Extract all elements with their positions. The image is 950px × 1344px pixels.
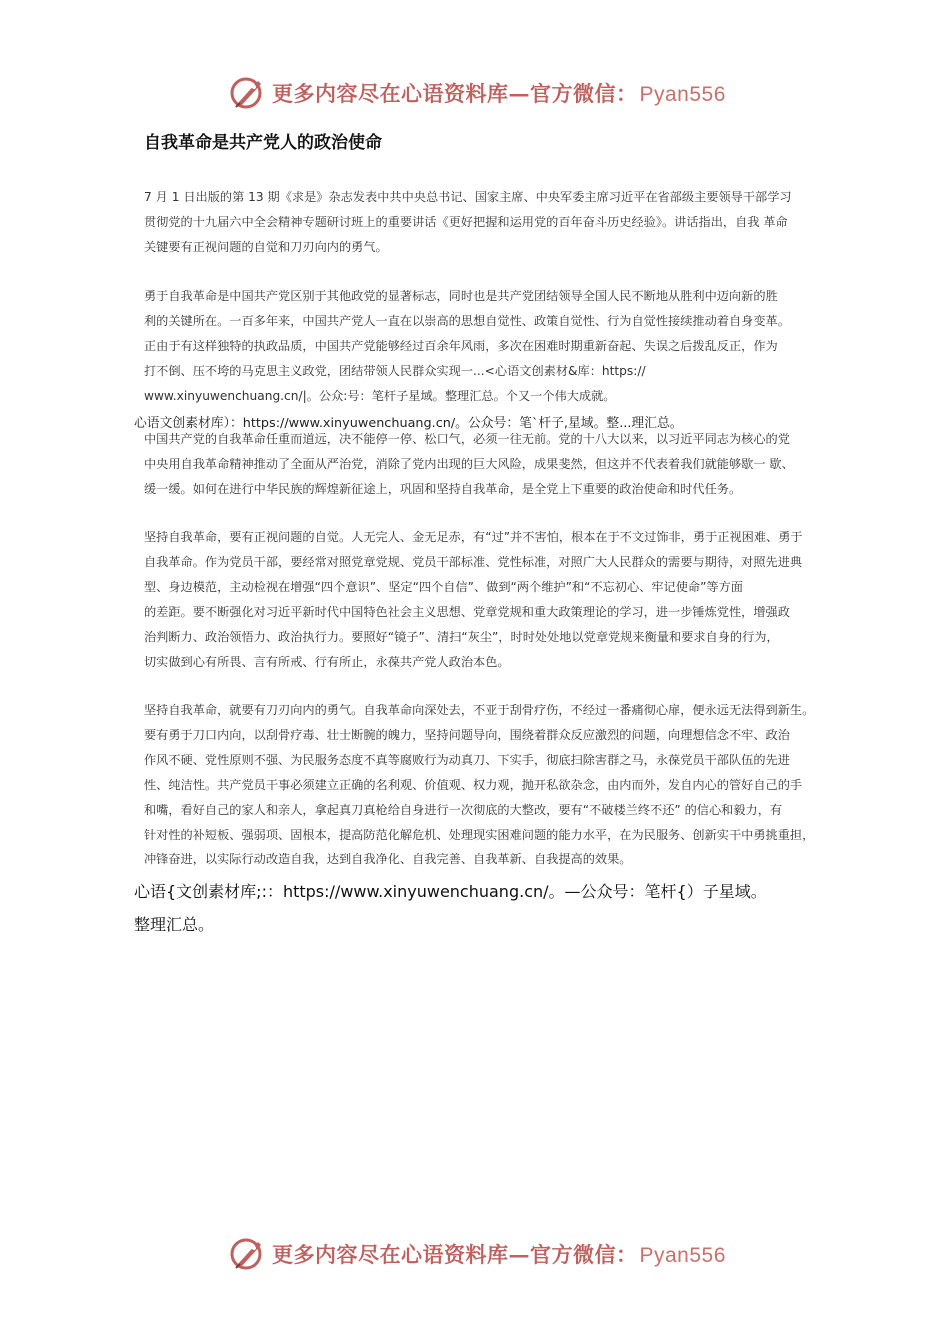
paragraph-5	[144, 698, 824, 872]
paragraph-line: 自我革命。作为党员干部，要经常对照党章党规、党员干部标准、党性标准，对照广大人民群众的需要与期待，对照先进典	[144, 554, 803, 569]
paragraph-line: 作风不硬、党性原则不强、为民服务态度不真等腐败行为动真刀、下实手，彻底扫除害群之马，永葆党员干部队伍的先进	[144, 752, 790, 767]
paragraph-line: 7 月 1 日出版的第 13 期《求是》杂志发表中共中央总书记、国家主席、中央军委主席习近平在省部级主要领导干部学习	[144, 190, 792, 204]
quill-logo-icon	[228, 1234, 268, 1274]
footer-banner	[228, 1234, 726, 1274]
header-banner-text: 更多内容尽在心语资料库—官方微信：Pyan556	[272, 81, 726, 106]
paragraph-line: 中央用自我革命精神推动了全面从严治党，消除了党内出现的巨大风险，成果斐然，但这并不代表着我们就能够歇一 歇、	[144, 456, 794, 471]
footer-banner-text: 更多内容尽在心语资料库—官方微信：Pyan556	[272, 1242, 726, 1267]
paragraph-line: 中国共产党的自我革命任重而道远，决不能停一停、松口气，必须一往无前。党的十八大以来，以习近平同志为核心的党	[144, 432, 790, 446]
paragraph-line: 缓一缓。如何在进行中华民族的辉煌新征途上，巩固和坚持自我革命，是全党上下重要的政治使命和时代任务。	[144, 481, 742, 496]
paragraph-line: 冲锋奋进，以实际行动改造自我，达到自我净化、自我完善、自我革新、自我提高的效果。	[144, 852, 632, 867]
paragraph-1	[144, 185, 824, 260]
footer-wechat-handle: Pyan556	[639, 1244, 726, 1267]
paragraph-line: 治判断力、政治领悟力、政治执行力。要照好“镜子”、清扫“灰尘”，时时处处地以党章党规来衡量和要求自身的行为，	[144, 629, 779, 644]
paragraph-line: 勇于自我革命是中国共产党区别于其他政党的显著标志，同时也是共产党团结领导全国人民不断地从胜利中迈向新的胜	[144, 289, 778, 303]
paragraph-line: 贯彻党的十九届六中全会精神专题研讨班上的重要讲话《更好把握和运用党的百年奋斗历史经验》。讲话指出，自我 革命	[144, 214, 788, 229]
closing-watermark-line-2: 整理汇总。	[134, 915, 215, 934]
article-title: 自我革命是共产党人的政治使命	[144, 133, 382, 153]
paragraph-line: 坚持自我革命，要有正视问题的自觉。人无完人、金无足赤，有“过”并不害怕，根本在于不文过饰非，勇于正视困难、勇于	[144, 530, 803, 544]
paragraph-4	[144, 525, 824, 674]
quill-logo-icon	[228, 73, 268, 113]
paragraph-line: 型、身边模范，主动检视在增强“四个意识”、坚定“四个自信”、做到“两个维护”和“不忘初心、牢记使命”等方面	[144, 579, 743, 594]
paragraph-line: 和嘴，看好自己的家人和亲人，拿起真刀真枪给自身进行一次彻底的大整改，要有“不破楼兰终不还” 的信心和毅力，有	[144, 802, 783, 817]
paragraph-line: 的差距。要不断强化对习近平新时代中国特色社会主义思想、党章党规和重大政策理论的学习，进一步锤炼党性，增强政	[144, 604, 790, 619]
paragraph-line: 利的关键所在。一百多年来，中国共产党人一直在以崇高的思想自觉性、政策自觉性、行为自觉性接续推动着自身变革。	[144, 313, 790, 328]
paragraph-line: 针对性的补短板、强弱项、固根本，提高防范化解危机、处理现实困难问题的能力水平，在为民服务、创新实干中勇挑重担，	[144, 827, 815, 842]
paragraph-line: 要有勇于刀口内向，以刮骨疗毒、壮士断腕的魄力，坚持问题导向，围绕着群众反应激烈的问题，向理想信念不牢、政治	[144, 727, 790, 742]
paragraph-line: 正由于有这样独特的执政品质，中国共产党能够经过百余年风雨，多次在困难时期重新奋起、失误之后拨乱反正，作为	[144, 338, 778, 353]
paragraph-line: 关键要有正视问题的自觉和刀刃向内的勇气。	[144, 239, 388, 254]
paragraph-line: 性、纯洁性。共产党员干事必须建立正确的名利观、价值观、权力观，抛开私欲杂念，由内而外，发自内心的管好自己的手	[144, 777, 803, 792]
paragraph-line: 打不倒、压不垮的马克思主义政党，团结带领人民群众实现一...<心语文创素材&库：https://	[144, 363, 646, 378]
header-banner	[228, 73, 726, 113]
closing-watermark-line-1: 心语{文创素材库;:：https://www.xinyuwenchuang.cn/。—公众号：笔杆{）子星域。	[134, 882, 767, 901]
paragraph-line: 切实做到心有所畏、言有所戒、行有所止，永葆共产党人政治本色。	[144, 654, 510, 669]
header-wechat-handle: Pyan556	[639, 83, 726, 106]
inline-watermark-note: 心语文创素材库）：https://www.xinyuwenchuang.cn/。公众号：笔`杆子,星域。整...理汇总。	[134, 416, 683, 431]
paragraph-3	[144, 427, 824, 502]
paragraph-line: 坚持自我革命，就要有刀刃向内的勇气。自我革命向深处去，不亚于刮骨疗伤，不经过一番痛彻心扉，便永远无法得到新生。	[144, 703, 815, 717]
paragraph-2	[144, 284, 824, 409]
paragraph-line: www.xinyuwenchuang.cn/|。公众:号：笔杆子星域。整理汇总。个又一个伟大成就。	[144, 388, 616, 403]
